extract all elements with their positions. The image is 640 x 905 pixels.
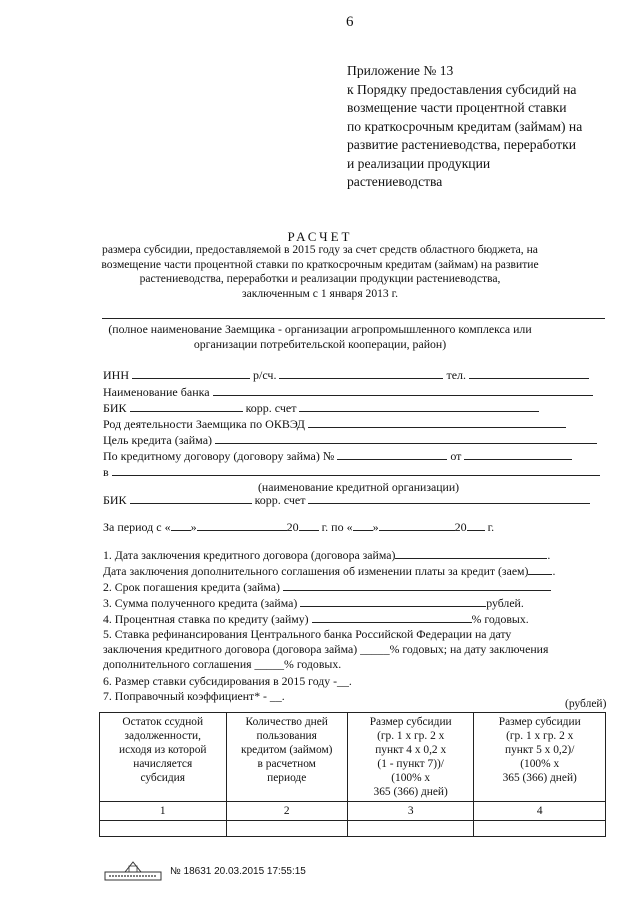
okved-label: Род деятельности Заемщика по ОКВЭД [103, 417, 305, 431]
item-1 [103, 548, 550, 563]
purpose-field[interactable] [215, 433, 597, 444]
item-end: . [552, 564, 556, 578]
table-cell[interactable] [474, 821, 606, 837]
header-line: периоде [267, 772, 307, 784]
item-2-field[interactable] [283, 580, 551, 591]
okved-field[interactable] [308, 417, 566, 428]
bank-name-field[interactable] [213, 385, 593, 396]
table-header-row [100, 713, 606, 802]
ot-label: от [450, 449, 462, 463]
item-4 [103, 612, 529, 627]
header-line: 365 (366) дней) [373, 786, 448, 798]
korr2-label: корр. счет [254, 493, 306, 507]
header-line: в расчетном [257, 758, 316, 770]
item-text: 4. Процентная ставка по кредиту (займу) [103, 612, 309, 626]
caption-line: (полное наименование Заемщика - организации агропромышленного комплекса или [108, 322, 532, 336]
header-line: пункт 4 х 0,2 х [375, 744, 447, 756]
table-data-row[interactable] [100, 821, 606, 837]
item-3-field[interactable] [300, 596, 486, 607]
contract-number-field[interactable] [337, 449, 447, 460]
appendix-line: Приложение № 13 [347, 63, 454, 78]
inn-label: ИНН [103, 368, 129, 382]
v-label: в [103, 465, 109, 479]
column-number: 4 [474, 802, 606, 821]
period-suffix: г. [487, 520, 495, 534]
item-text: 1. Дата заключения кредитного договора (договора займа) [103, 548, 396, 562]
contract-row [103, 449, 572, 464]
bank-name-label: Наименование банка [103, 385, 210, 399]
caption-line: организации потребительской кооперации, район) [193, 337, 447, 351]
period-start-month[interactable] [197, 520, 287, 531]
korr-field[interactable] [299, 401, 539, 412]
period-quote: » [372, 520, 379, 534]
document-subtitle [60, 243, 580, 301]
period-end-year[interactable] [467, 520, 485, 531]
bik-label: БИК [103, 401, 127, 415]
page-number: 6 [346, 14, 354, 30]
period-start-day[interactable] [171, 520, 191, 531]
appendix-line: растениеводства [347, 174, 443, 189]
item-text: 2. Срок погашения кредита (займа) [103, 580, 280, 594]
contract-label: По кредитному договору (договору займа) № [103, 449, 335, 463]
registration-number: № 18631 20.03.2015 17:55:15 [170, 866, 306, 877]
item-text: 5. Ставка рефинансирования Центрального банка Российской Федерации на дату [103, 627, 512, 641]
tel-label: тел. [446, 368, 467, 382]
inn-row [103, 368, 589, 383]
header-line: исходя из которой [119, 744, 207, 756]
credit-org-caption: (наименование кредитной организации) [258, 480, 460, 494]
item-text: Дата заключения дополнительного соглашения об изменении платы за кредит (заем) [103, 564, 529, 578]
period-start-year[interactable] [299, 520, 319, 531]
rs-label: р/сч. [253, 368, 277, 382]
item-text: дополнительного соглашения _____% годовых. [103, 657, 342, 671]
item-text: 3. Сумма полученного кредита (займа) [103, 596, 298, 610]
tel-field[interactable] [469, 368, 589, 379]
item-end: рублей. [486, 596, 524, 610]
header-line: задолженности, [124, 730, 201, 742]
header-line: (1 - пункт 7))/ [377, 758, 444, 770]
table-cell[interactable] [347, 821, 474, 837]
header-cell-3 [347, 713, 474, 802]
bik-field[interactable] [130, 401, 243, 412]
column-number: 1 [100, 802, 227, 821]
item-1b [103, 564, 555, 579]
appendix-line: развитие растениеводства, переработки [347, 137, 576, 152]
calculation-table [99, 712, 606, 837]
appendix-header [347, 62, 627, 192]
period-quote: » [190, 520, 197, 534]
korr2-field[interactable] [308, 493, 590, 504]
inn-field[interactable] [132, 368, 250, 379]
okved-row [103, 417, 566, 432]
header-line: пункт 5 х 0,2)/ [505, 744, 575, 756]
item-6: 6. Размер ставки субсидирования в 2015 году -__. [103, 674, 352, 688]
item-4-field[interactable] [312, 612, 472, 623]
borrower-name-line[interactable] [102, 318, 605, 319]
header-line: Размер субсидии [498, 716, 581, 728]
period-year-prefix: 20 [286, 520, 299, 534]
column-number: 3 [347, 802, 474, 821]
header-cell-1 [100, 713, 227, 802]
subtitle-line: заключенным с 1 января 2013 г. [242, 286, 398, 300]
appendix-line: к Порядку предоставления субсидий на [347, 81, 577, 97]
item-text: заключения кредитного договора (договора займа) _____% годовых; на дату заключения [103, 642, 549, 656]
item-7: 7. Поправочный коэффициент* - __. [103, 689, 285, 703]
bik2-row [103, 493, 590, 508]
header-cell-2 [226, 713, 347, 802]
period-year-prefix: 20 [454, 520, 467, 534]
period-end-month[interactable] [379, 520, 455, 531]
subtitle-line: возмещение части процентной ставки по краткосрочным кредитам (займам) на развитие [101, 257, 539, 271]
header-line: кредитом (займом) [240, 744, 333, 756]
bik-row [103, 401, 539, 416]
header-line: (100% х [391, 772, 431, 784]
subtitle-line: растениеводства, переработки и реализации продукции растениеводства, [139, 272, 501, 286]
item-1b-field[interactable] [528, 564, 552, 575]
item-end: . [547, 548, 551, 562]
table-number-row [100, 802, 606, 821]
header-line: Размер субсидии [369, 716, 452, 728]
header-line: Остаток ссудной [122, 716, 204, 728]
bik2-field[interactable] [130, 493, 252, 504]
appendix-line: по краткосрочным кредитам (займам) на [347, 118, 583, 134]
header-line: начисляется [133, 758, 193, 770]
table-cell[interactable] [226, 821, 347, 837]
item-2 [103, 580, 551, 595]
bank-row [103, 385, 593, 400]
credit-org-row [103, 465, 600, 480]
header-line: Количество дней [245, 716, 328, 728]
appendix-line: возмещение части процентной ставки [347, 100, 567, 115]
borrower-caption [90, 322, 550, 352]
item-5 [103, 627, 603, 672]
rs-field[interactable] [279, 368, 443, 379]
column-number: 2 [226, 802, 347, 821]
period-prefix: За период с « [103, 520, 171, 534]
subtitle-line: размера субсидии, предоставляемой в 2015 году за счет средств областного бюджета, на [102, 243, 538, 256]
header-cell-4 [474, 713, 606, 802]
contract-date-field[interactable] [464, 449, 572, 460]
table-unit: (рублей) [565, 698, 607, 710]
korr-label: корр. счет [245, 401, 297, 415]
table-cell[interactable] [100, 821, 227, 837]
item-1-field[interactable] [395, 548, 547, 559]
registry-stamp-logo [103, 858, 163, 882]
document-title: РАСЧЕТ [287, 229, 353, 244]
appendix-line: и реализации продукции [347, 155, 491, 171]
header-line: пользования [256, 730, 317, 742]
header-line: субсидия [140, 772, 186, 784]
item-end: % годовых. [471, 612, 529, 626]
item-3 [103, 596, 524, 611]
period-mid: г. по « [321, 520, 353, 534]
purpose-row [103, 433, 597, 448]
credit-org-field[interactable] [112, 465, 600, 476]
purpose-label: Цель кредита (займа) [103, 433, 213, 447]
header-line: (гр. 1 х гр. 2 х [506, 730, 574, 742]
period-end-day[interactable] [353, 520, 373, 531]
period-row [103, 520, 494, 535]
header-line: (100% х [520, 758, 560, 770]
header-line: 365 (366) дней) [502, 772, 577, 784]
header-line: (гр. 1 х гр. 2 х [377, 730, 445, 742]
bik2-label: БИК [103, 493, 127, 507]
